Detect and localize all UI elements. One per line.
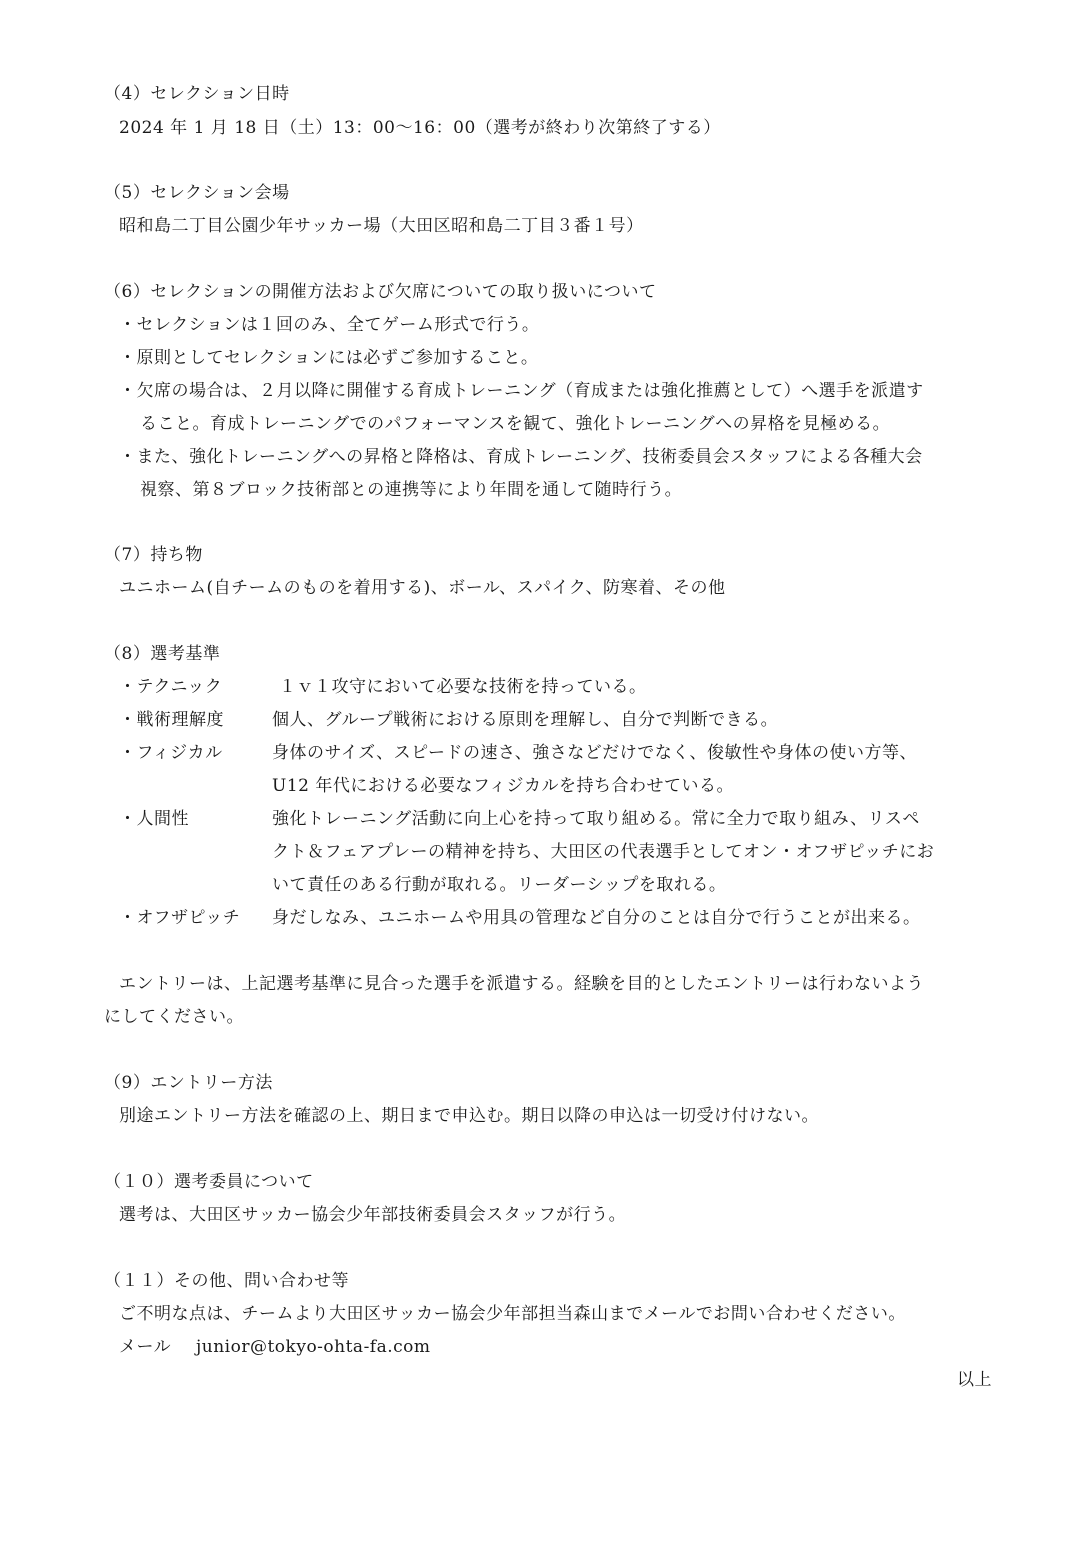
- criterion-desc: 強化トレーニング活動に向上心を持って取り組める。常に全力で取り組み、リスペ: [272, 809, 920, 829]
- criterion-desc: 身体のサイズ、スピードの速さ、強さなどだけでなく、俊敏性や身体の使い方等、: [272, 743, 917, 763]
- section-9-heading: （9）エントリー方法: [104, 1073, 273, 1093]
- section-7-text: ユニホーム(自チームのものを着用する)、ボール、スパイク、防寒着、その他: [119, 578, 726, 598]
- section-6-heading: （6）セレクションの開催方法および欠席についての取り扱いについて: [104, 282, 657, 302]
- criterion-label: ・人間性: [119, 809, 189, 829]
- section-6-bullet-continuation: 視察、第８ブロック技術部との連携等により年間を通して随時行う。: [140, 480, 683, 500]
- section-11-heading: （１１）その他、問い合わせ等: [104, 1271, 349, 1291]
- section-10-heading: （１０）選考委員について: [104, 1172, 314, 1192]
- mail-address[interactable]: junior@tokyo-ohta-fa.com: [196, 1337, 431, 1357]
- closing-text: 以上: [957, 1370, 992, 1390]
- criterion-desc: １ｖ１攻守において必要な技術を持っている。: [279, 677, 647, 697]
- section-5-text: 昭和島二丁目公園少年サッカー場（大田区昭和島二丁目３番１号）: [119, 216, 644, 236]
- criterion-label: ・戦術理解度: [119, 710, 224, 730]
- criterion-label: ・フィジカル: [119, 743, 223, 763]
- criterion-desc: いて責任のある行動が取れる。リーダーシップを取れる。: [272, 875, 727, 895]
- section-6-bullet-continuation: ること。育成トレーニングでのパフォーマンスを観て、強化トレーニングへの昇格を見極める。: [140, 414, 891, 434]
- section-4-heading: （4）セレクション日時: [104, 84, 290, 104]
- criterion-desc: 身だしなみ、ユニホームや用具の管理など自分のことは自分で行うことが出来る。: [272, 908, 921, 928]
- section-4-text: 2024 年 1 月 18 日（土）13：00〜16：00（選考が終わり次第終了する）: [119, 118, 721, 138]
- section-6-bullet: ・セレクションは１回のみ、全てゲーム形式で行う。: [119, 315, 540, 335]
- criterion-desc: 個人、グループ戦術における原則を理解し、自分で判断できる。: [272, 710, 779, 730]
- section-6-bullet: ・原則としてセレクションには必ずご参加すること。: [119, 348, 539, 368]
- criterion-desc: クト＆フェアプレーの精神を持ち、大田区の代表選手としてオン・オフザピッチにお: [272, 842, 935, 862]
- criterion-label: ・テクニック: [119, 677, 223, 697]
- criterion-desc: U12 年代における必要なフィジカルを持ち合わせている。: [272, 776, 735, 796]
- section-6-bullet: ・欠席の場合は、２月以降に開催する育成トレーニング（育成または強化推薦として）へ選手を派遣す: [119, 381, 924, 401]
- section-7-heading: （7）持ち物: [104, 545, 203, 565]
- section-8-heading: （8）選考基準: [104, 644, 221, 664]
- section-11-text: ご不明な点は、チームより大田区サッカー協会少年部担当森山までメールでお問い合わせください。: [119, 1304, 906, 1324]
- section-9-text: 別途エントリー方法を確認の上、期日まで申込む。期日以降の申込は一切受け付けない。: [119, 1106, 819, 1126]
- selection-note: にしてください。: [104, 1007, 244, 1027]
- selection-note: エントリーは、上記選考基準に見合った選手を派遣する。経験を目的としたエントリーは行わないよう: [119, 974, 924, 994]
- section-6-bullet: ・また、強化トレーニングへの昇格と降格は、育成トレーニング、技術委員会スタッフによる各種大会: [119, 447, 923, 467]
- criterion-label: ・オフザピッチ: [119, 908, 241, 928]
- section-10-text: 選考は、大田区サッカー協会少年部技術委員会スタッフが行う。: [119, 1205, 627, 1225]
- section-5-heading: （5）セレクション会場: [104, 183, 290, 203]
- mail-label: メール: [119, 1337, 172, 1357]
